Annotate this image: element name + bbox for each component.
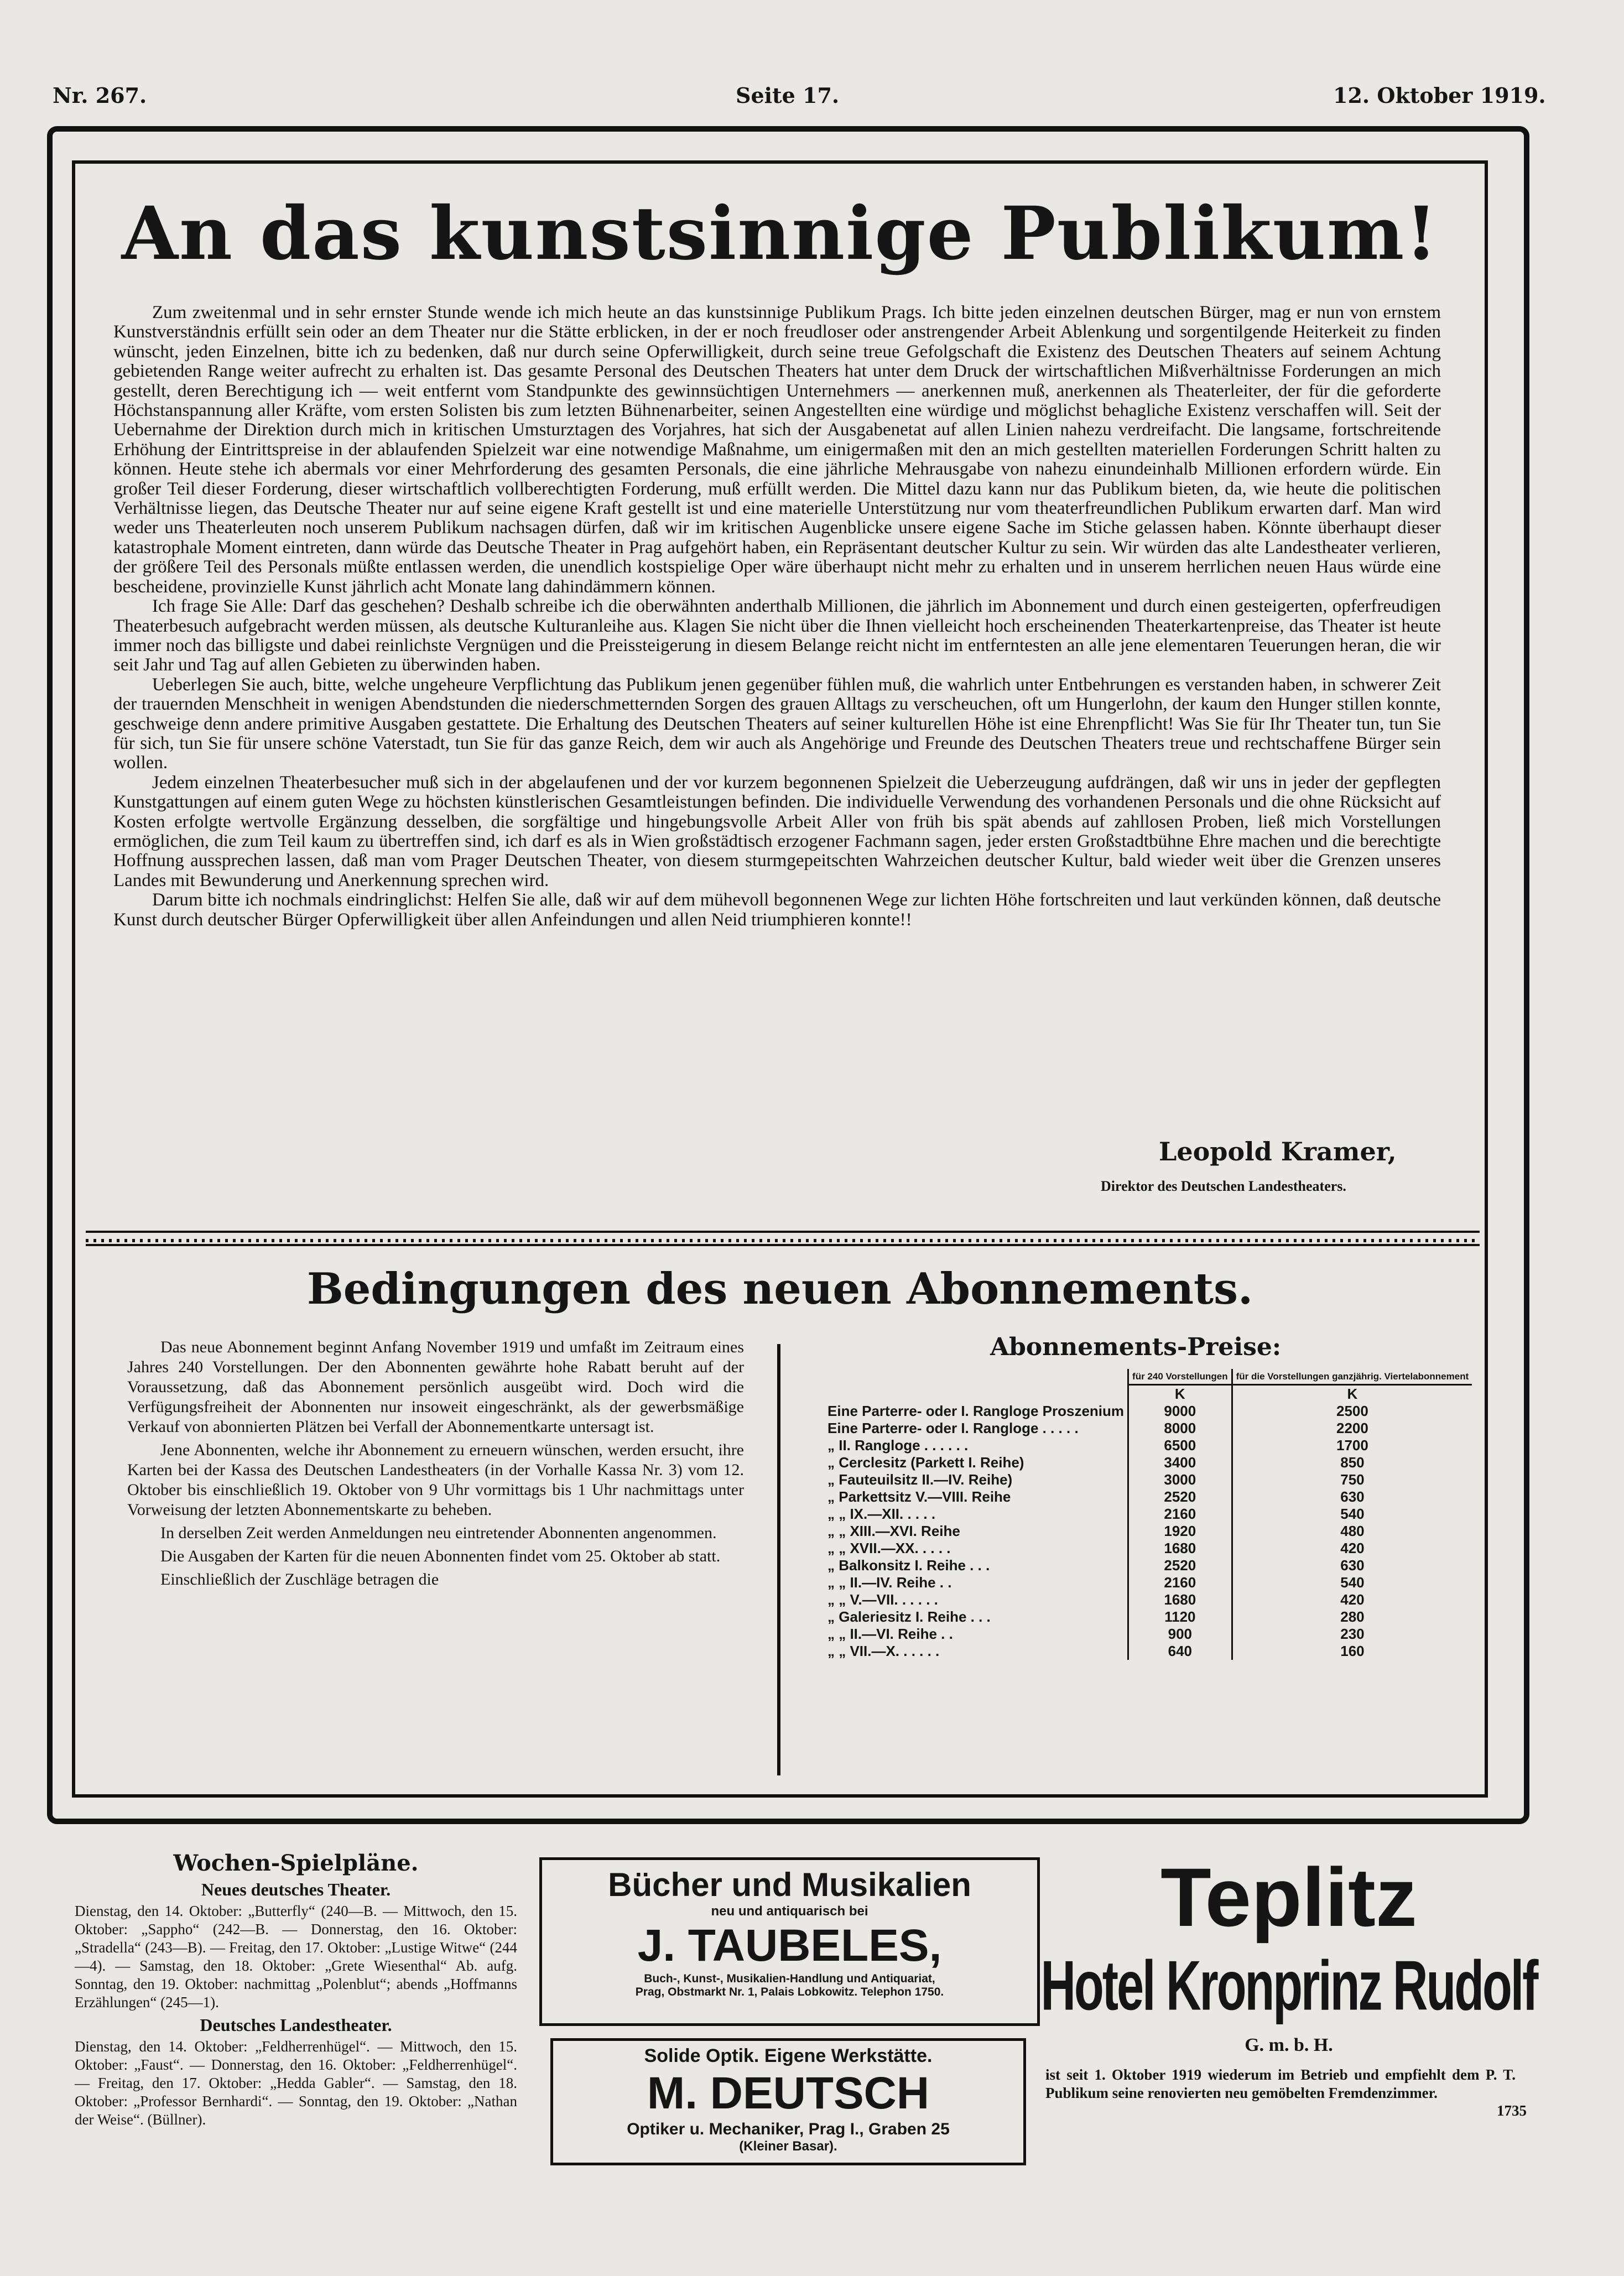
prices-title: Abonnements-Preise: (990, 1333, 1282, 1361)
price-quarter: 630 (1232, 1488, 1472, 1506)
row-label: Eine Parterre- oder I. Rangloge Proszenium (827, 1403, 1125, 1419)
table-row (824, 1437, 1472, 1454)
price-240: 640 (1128, 1643, 1232, 1660)
hotel-advertisement (1040, 1850, 1538, 2119)
column-separator (777, 1344, 780, 1775)
table-row (824, 1557, 1472, 1574)
price-240: 6500 (1128, 1437, 1232, 1454)
price-quarter: 2500 (1232, 1403, 1472, 1420)
books-ad-line3: Buch-, Kunst-, Musikalien-Handlung und Antiquariat, (644, 1972, 935, 1985)
table-row (824, 1574, 1472, 1591)
conditions-paragraph: Das neue Abonnement beginnt Anfang November 1919 und umfaßt im Zeitraum eines Jahres 240 Vorstellungen. Der den Abonnenten gewährte hohe Rabatt beruht auf der Voraussetzung, daß das Abonnement persönlich ausgeübt wird. Doch wird die Verfügungsfreiheit der Abonnenten nur insoweit eingeschränkt, als der gewerbsmäßige Verkauf von abonnierten Plätzen bei Verfall der Abonnementkarte untersagt ist. (127, 1338, 744, 1436)
price-240: 1920 (1128, 1523, 1232, 1540)
row-label (824, 1385, 1128, 1403)
article-paragraph: Darum bitte ich nochmals eindringlichst: Helfen Sie alle, daß wir auf dem mühevoll begonnenen Wege zur lichten Höhe fortschreiten und laut verkünden können, daß deutsche Kunst durch deutscher Bürger Opferwilligkeit über allen Anfeindungen und allen Neid triumphieren konnte!! (113, 890, 1441, 930)
optics-advertisement (550, 2038, 1026, 2165)
row-label: „ Parkettsitz V.—VIII. Reihe (827, 1488, 1011, 1505)
price-quarter: 750 (1232, 1471, 1472, 1488)
price-240: 2160 (1128, 1506, 1232, 1523)
table-row (824, 1591, 1472, 1608)
price-quarter: 630 (1232, 1557, 1472, 1574)
weekly-programme (75, 1850, 517, 2129)
article-paragraph: Ich frage Sie Alle: Darf das geschehen? Deshalb schreibe ich die oberwähnten anderthalb Millionen, die jährlich im Abonnement und durch einen gesteigerten, opferfreudigen Theaterbesuch aufgebracht werden müssen, als deutsche Kulturanleihe aus. Klagen Sie nicht über die Ihnen vielleicht hoch erscheinenden Theaterkartenpreise, das Theater ist heute immer noch das billigste und dabei reinlichste Vergnügen und die Preissteigerung in diesem Belange reicht nicht im entferntesten an alle jene elementaren Teuerungen heran, die wir seit Jahr und Tag auf allen Gebieten zu überwinden haben. (113, 596, 1441, 675)
article-paragraph: Zum zweitenmal und in sehr ernster Stunde wende ich mich heute an das kunstsinnige Publikum Prags. Ich bitte jeden einzelnen deutschen Bürger, mag er nun von ernstem Kunstverständnis erfüllt sein oder an dem Theater nur die Stätte erblicken, in der er noch freudloser oder anstrengender Arbeit Ablenkung und sorgentilgende Heiterkeit zu finden wünscht, jeden Einzelnen, bitte ich zu bedenken, daß nur durch seine Opferwilligkeit, durch seine treue Gefolgschaft die Existenz des Deutschen Theaters auf seinem Achtung gebietenden Range weiter aufrecht zu erhalten ist. Das gesamte Personal des Deutschen Theaters hat unter dem Druck der wirtschaftlichen Mißverhältnisse Forderungen an mich gestellt, deren Berechtigung ich — weit entfernt vom Standpunkte des gewinnsüchtigen Unternehmers — anerkennen muß, anerkennen als Theaterleiter, der für die geforderte Höchstanspannung aller Kräfte, vom ersten Solisten bis zum letzten Bühnenarbeiter, seinen Angestellten eine würdige und möglichst behagliche Existenz verschaffen will. Seit der Uebernahme der Direktion durch mich in kritischen Umsturztagen des Vorjahres, hat sich der Ausgabenetat auf allen Linien nahezu verdreifacht. Die langsame, fortschreitende Erhöhung der Eintrittspreise in der ablaufenden Spielzeit war eine notwendige Maßnahme, um einigermaßen mit den an mich gestellten materiellen Forderungen Schritt halten zu können. Heute stehe ich abermals vor einer Mehrforderung des gesamten Personals, die eine jährliche Mehrausgabe von nahezu einundeinhalb Millionen erfordern würde. Ein großer Teil dieser Forderung, dieser wirtschaftlich vollberechtigten Forderung, muß erfüllt werden. Die Mittel dazu kann nur das Publikum bieten, da, wie heute die politischen Verhältnisse liegen, das Deutsche Theater nur auf seine eigene Kraft gestellt ist und eine materielle Unterstützung nur vom theaterfreundlichen Publikum erwarten darf. Man wird weder uns Theaterleuten noch unserem Publikum nachsagen dürfen, daß wir im kritischen Augenblicke unsere eigene Sache im Stiche gelassen haben. Könnte überhaupt dieser katastrophale Moment eintreten, dann würde das Deutsche Theater in Prag aufgehört haben, ein Repräsentant deutscher Kultur zu sein. Wir würden das alte Landestheater verlieren, der größere Teil des Personals müßte entlassen werden, die unendlich kostspielige Oper wäre überhaupt nicht mehr zu erhalten und in unserem herrlichen neuen Haus würde eine bescheidene, provinzielle Kunst jährlich acht Monate lang dahindämmern können. (113, 303, 1441, 597)
optics-ad-headline: Solide Optik. Eigene Werkstätte. (644, 2045, 933, 2066)
price-240: 9000 (1128, 1403, 1232, 1420)
price-240: 900 (1128, 1626, 1232, 1643)
table-row (824, 1523, 1472, 1540)
landes-theatre-heading: Deutsches Landestheater. (200, 2015, 392, 2035)
books-ad-subline: neu und antiquarisch bei (711, 1904, 868, 1919)
table-row (824, 1643, 1472, 1660)
price-quarter: 1700 (1232, 1437, 1472, 1454)
books-advertisement (539, 1857, 1040, 2026)
col1-header: für 240 Vorstellungen (1128, 1369, 1232, 1385)
section-divider (86, 1231, 1480, 1246)
table-row (824, 1626, 1472, 1643)
table-row (824, 1608, 1472, 1626)
table-row (824, 1403, 1472, 1420)
books-ad-line4: Prag, Obstmarkt Nr. 1, Palais Lobkowitz. Telephon 1750. (635, 1986, 944, 1998)
weekly-title: Wochen-Spielpläne. (173, 1850, 419, 1876)
table-row (824, 1420, 1472, 1437)
price-quarter: 230 (1232, 1626, 1472, 1643)
row-label: Eine Parterre- oder I. Rangloge . . . . . (827, 1420, 1079, 1436)
currency-cell: K (1128, 1385, 1232, 1403)
price-quarter: 420 (1232, 1540, 1472, 1557)
conditions-paragraph: Die Ausgaben der Karten für die neuen Abonnenten findet vom 25. Oktober ab statt. (160, 1547, 721, 1565)
price-table-header (824, 1369, 1472, 1385)
col2-header: für die Vorstellungen ganzjährig. Viertelabonnement (1232, 1369, 1472, 1385)
hotel-name: Hotel Kronprinz Rudolf (1040, 1945, 1537, 2025)
price-quarter: 540 (1232, 1574, 1472, 1591)
row-label: „ Balkonsitz I. Reihe . . . (827, 1557, 990, 1574)
optics-ad-name: M. DEUTSCH (647, 2068, 930, 2118)
price-quarter: 850 (1232, 1454, 1472, 1471)
currency-cell: K (1232, 1385, 1472, 1403)
price-240: 1680 (1128, 1591, 1232, 1608)
price-quarter: 480 (1232, 1523, 1472, 1540)
row-label: „ „ V.—VII. . . . . . (827, 1591, 938, 1608)
currency-row (824, 1385, 1472, 1403)
table-row (824, 1506, 1472, 1523)
price-240: 3000 (1128, 1471, 1232, 1488)
price-quarter: 280 (1232, 1608, 1472, 1626)
hotel-city: Teplitz (1160, 1851, 1417, 1944)
new-theatre-programme: Dienstag, den 14. Oktober: „Butterfly“ (240—B. — Mittwoch, den 15. Oktober: „Sappho“ (242—B. — Donnerstag, den 16. Oktober: „Stradella“ (243—B). — Freitag, den 17. Oktober: „Lustige Witwe“ (244—4). — Samstag, den 18. Oktober: „Grete Wiesenthal“ Ab. aufg. Sonntag, den 19. Oktober: nachmittag „Polenblut“; abends „Hoffmanns Erzählungen“ (245—1). (75, 1903, 517, 2011)
article-paragraph: Ueberlegen Sie auch, bitte, welche ungeheure Verpflichtung das Publikum jenen gegenüber fühlen muß, die wahrlich unter Entbehrungen es verstanden haben, in schwerer Zeit der trauernden Menschheit in wenigen Abendstunden die niederschmetternden Sorgen des grauen Alltags zu verscheuchen, oft um Hungerlohn, der kaum den Hunger stillen konnte, geschweige denn andere primitive Ausgaben gestattete. Die Erhaltung des Deutschen Theaters auf seiner kulturellen Höhe ist eine Ehrenpflicht! Was Sie für Ihr Theater tun, tun Sie für sich, tun Sie für unsere schöne Vaterstadt, tun Sie für das ganze Reich, dem wir auch als Angehörige und Freunde des Deutschen Theaters treue und rechtschaffene Bürger sein wollen. (113, 674, 1441, 773)
row-label: „ II. Rangloge . . . . . . (827, 1437, 969, 1454)
conditions-text (127, 1337, 744, 1593)
row-label: „ Fauteuilsitz II.—IV. Reihe) (827, 1471, 1013, 1488)
books-ad-name: J. TAUBELES, (637, 1920, 942, 1971)
price-table (824, 1369, 1472, 1660)
hotel-text: ist seit 1. Oktober 1919 wiederum im Betrieb und empfiehlt dem P. T. Publikum seine renovierten neu gemöbelten Fremdenzimmer. (1045, 2066, 1516, 2101)
issue-number: Nr. 267. (53, 83, 147, 108)
price-240: 8000 (1128, 1420, 1232, 1437)
table-row (824, 1454, 1472, 1471)
price-quarter: 160 (1232, 1643, 1472, 1660)
table-row (824, 1540, 1472, 1557)
conditions-title: Bedingungen des neuen Abonnements. (306, 1264, 1253, 1314)
page-title: An das kunstsinnige Publikum! (121, 191, 1439, 277)
optics-ad-location: (Kleiner Basar). (739, 2139, 837, 2154)
row-label: „ „ II.—IV. Reihe . . (827, 1574, 952, 1591)
price-240: 2520 (1128, 1488, 1232, 1506)
new-theatre-heading: Neues deutsches Theater. (201, 1879, 391, 1899)
signature: Leopold Kramer, (1159, 1137, 1397, 1166)
issue-date: 12. Oktober 1919. (1333, 83, 1546, 108)
price-240: 1120 (1128, 1608, 1232, 1626)
row-label: „ Cerclesitz (Parkett I. Reihe) (827, 1454, 1024, 1471)
row-label: „ „ IX.—XII. . . . . (827, 1506, 936, 1522)
price-240: 1680 (1128, 1540, 1232, 1557)
row-label: „ „ XIII.—XVI. Reihe (827, 1523, 960, 1539)
optics-ad-address: Optiker u. Mechaniker, Prag I., Graben 25 (627, 2120, 950, 2138)
row-label: „ Galeriesitz I. Reihe . . . (827, 1608, 991, 1625)
price-quarter: 540 (1232, 1506, 1472, 1523)
article-paragraph: Jedem einzelnen Theaterbesucher muß sich in der abgelaufenen und der vor kurzem begonnenen Spielzeit die Ueberzeugung aufdrängen, daß wir uns in jeder der gepflegten Kunstgattungen auf einem guten Wege zu höchsten künstlerischen Gesamtleistungen befinden. Die individuelle Verwendung des vorhandenen Personals und die ohne Rücksicht auf Kosten erfolgte wertvolle Ergänzung desselben, die sorgfältige und hingebungsvolle Arbeit Aller von früh bis spät abends auf zahllosen Proben, ließ mich Vorstellungen ermöglichen, die zum Teil kaum zu übertreffen sind, ich darf es als in Wien großstädtisch erzogener Fachmann sagen, jeder ersten Großstadtbühne Ehre machen und die berechtigte Hoffnung aussprechen lassen, daß man vom Prager Deutschen Theater, von diesem sturmgepeitschten Wahrzeichen deutscher Kultur, bald wieder weit über die Grenzen unseres Landes mit Bewunderung und Anerkennung sprechen wird. (113, 772, 1441, 890)
landes-theatre-programme: Dienstag, den 14. Oktober: „Feldherrenhügel“. — Mittwoch, den 15. Oktober: „Faust“. — Donnerstag, den 16. Oktober: „Feldherrenhügel“. — Freitag, den 17. Oktober: „Hedda Gabler“. — Samstag, den 18. Oktober: „Professor Bernhardi“. — Sonntag, den 19. Oktober: „Nathan der Weise“. (Büllner). (75, 2038, 517, 2128)
price-240: 2520 (1128, 1557, 1232, 1574)
row-label: „ „ VII.—X. . . . . . (827, 1643, 940, 1659)
hotel-company: G. m. b. H. (1245, 2035, 1333, 2055)
hotel-code: 1735 (1497, 2102, 1527, 2119)
conditions-paragraph: In derselben Zeit werden Anmeldungen neu eintretender Abonnenten angenommen. (160, 1524, 717, 1542)
price-240: 3400 (1128, 1454, 1232, 1471)
table-row (824, 1471, 1472, 1488)
signature-title: Direktor des Deutschen Landestheaters. (1101, 1178, 1346, 1194)
books-ad-headline: Bücher und Musikalien (608, 1866, 971, 1903)
row-label: „ „ XVII.—XX. . . . . (827, 1540, 951, 1556)
price-quarter: 420 (1232, 1591, 1472, 1608)
table-row (824, 1488, 1472, 1506)
conditions-paragraph: Jene Abonnenten, welche ihr Abonnement zu erneuern wünschen, werden ersucht, ihre Karten bei der Kassa des Deutschen Landestheaters (in der Vorhalle Kassa Nr. 3) vom 12. Oktober bis einschließlich 19. Oktober von 9 Uhr vormittags bis 1 Uhr nachmittags unter Vorweisung der letzten Abonnementskarte zu beheben. (127, 1441, 744, 1519)
appeal-article (113, 303, 1441, 930)
page-number: Seite 17. (736, 83, 840, 108)
row-label: „ „ II.—VI. Reihe . . (827, 1626, 953, 1642)
price-quarter: 2200 (1232, 1420, 1472, 1437)
conditions-paragraph: Einschließlich der Zuschläge betragen die (160, 1570, 439, 1588)
price-240: 2160 (1128, 1574, 1232, 1591)
label-header (824, 1369, 1128, 1385)
